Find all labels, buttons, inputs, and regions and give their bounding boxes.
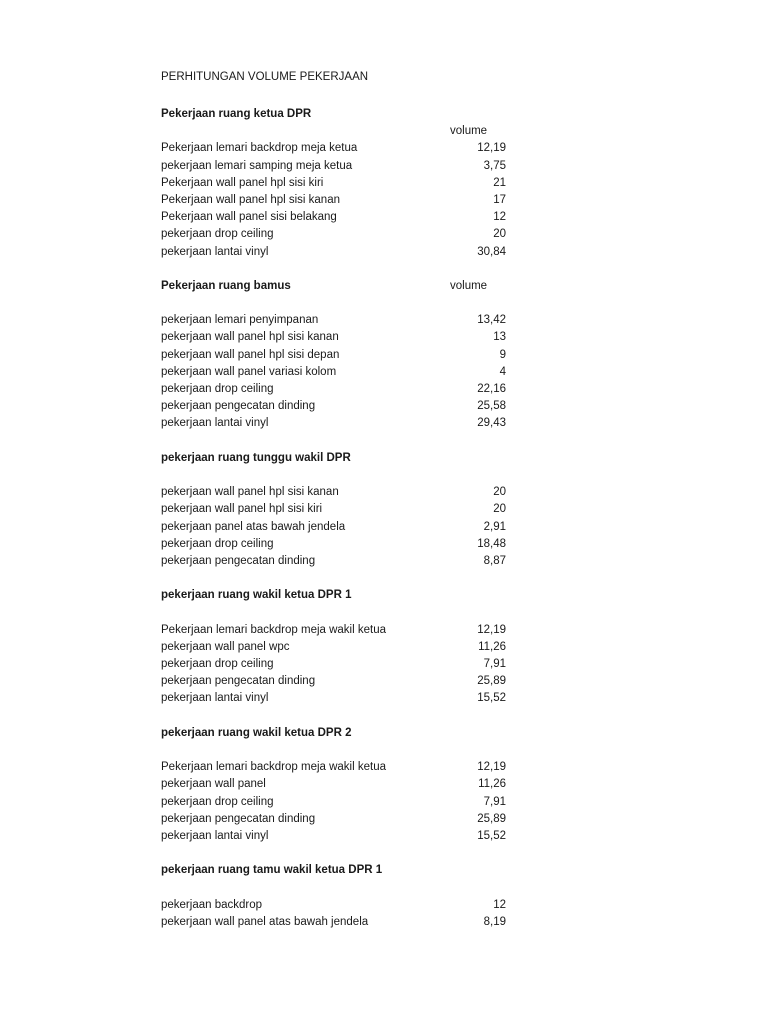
list-item bbox=[161, 175, 506, 192]
item-label: pekerjaan lantai vinyl bbox=[161, 692, 269, 705]
section-heading bbox=[161, 862, 506, 879]
item-label: Pekerjaan lemari backdrop meja wakil ketua bbox=[161, 761, 386, 774]
list-item bbox=[161, 415, 506, 432]
item-volume: 9 bbox=[499, 348, 506, 361]
section-heading bbox=[161, 106, 506, 123]
list-item bbox=[161, 501, 506, 518]
list-item bbox=[161, 244, 506, 261]
section-heading-label: pekerjaan ruang wakil ketua DPR 1 bbox=[161, 589, 352, 602]
item-label: pekerjaan backdrop bbox=[161, 898, 263, 911]
item-label: pekerjaan pengecatan dinding bbox=[161, 400, 316, 413]
list-item bbox=[161, 673, 506, 690]
item-label: Pekerjaan lemari backdrop meja ketua bbox=[161, 142, 358, 155]
section-gap bbox=[161, 708, 506, 725]
item-volume: 12 bbox=[493, 211, 506, 224]
volume-list bbox=[161, 106, 506, 931]
item-label: pekerjaan wall panel atas bawah jendela bbox=[161, 915, 369, 928]
section-heading-label: pekerjaan ruang tunggu wakil DPR bbox=[161, 451, 351, 464]
section-gap bbox=[161, 845, 506, 862]
item-label: pekerjaan wall panel hpl sisi kanan bbox=[161, 486, 339, 499]
item-volume: 20 bbox=[493, 228, 506, 241]
list-item bbox=[161, 828, 506, 845]
item-volume: 13,42 bbox=[477, 314, 506, 327]
item-volume: 21 bbox=[493, 176, 506, 189]
section-heading-label: pekerjaan ruang tamu wakil ketua DPR 1 bbox=[161, 864, 383, 877]
section-gap bbox=[161, 433, 506, 450]
list-item bbox=[161, 158, 506, 175]
item-label: pekerjaan wall panel bbox=[161, 778, 266, 791]
item-label: pekerjaan pengecatan dinding bbox=[161, 554, 316, 567]
item-label: pekerjaan wall panel hpl sisi kiri bbox=[161, 503, 323, 516]
list-item bbox=[161, 347, 506, 364]
item-volume: 12,19 bbox=[477, 761, 506, 774]
blank-row bbox=[161, 467, 506, 484]
list-item bbox=[161, 639, 506, 656]
item-label: Pekerjaan wall panel hpl sisi kiri bbox=[161, 176, 324, 189]
list-item bbox=[161, 914, 506, 931]
item-volume: 2,91 bbox=[483, 520, 506, 533]
column-header-row bbox=[161, 123, 506, 140]
item-volume: 25,89 bbox=[477, 675, 506, 688]
list-item bbox=[161, 226, 506, 243]
list-item bbox=[161, 536, 506, 553]
list-item bbox=[161, 381, 506, 398]
list-item bbox=[161, 759, 506, 776]
section-gap bbox=[161, 570, 506, 587]
list-item bbox=[161, 811, 506, 828]
volume-column-header: volume bbox=[450, 279, 488, 292]
item-volume: 25,89 bbox=[477, 812, 506, 825]
item-label: pekerjaan pengecatan dinding bbox=[161, 812, 316, 825]
list-item bbox=[161, 897, 506, 914]
item-volume: 7,91 bbox=[483, 658, 506, 670]
list-item bbox=[161, 312, 506, 329]
list-item bbox=[161, 622, 506, 639]
item-label: pekerjaan drop ceiling bbox=[161, 537, 274, 550]
item-volume: 11,26 bbox=[478, 778, 506, 791]
item-volume: 8,19 bbox=[483, 915, 506, 928]
section-heading-label: pekerjaan ruang wakil ketua DPR 2 bbox=[161, 726, 352, 739]
item-volume: 20 bbox=[493, 486, 506, 499]
list-item bbox=[161, 209, 506, 226]
list-item bbox=[161, 519, 506, 536]
item-volume: 25,58 bbox=[477, 400, 506, 413]
document-title: PERHITUNGAN VOLUME PEKERJAAN bbox=[161, 71, 369, 83]
item-volume: 30,84 bbox=[477, 245, 506, 258]
list-item bbox=[161, 656, 506, 673]
list-item bbox=[161, 690, 506, 707]
list-item bbox=[161, 484, 506, 501]
list-item bbox=[161, 140, 506, 157]
item-volume: 7,91 bbox=[483, 795, 506, 808]
item-label: pekerjaan drop ceiling bbox=[161, 795, 274, 808]
section-heading-label: Pekerjaan ruang ketua DPR bbox=[161, 108, 312, 120]
section-heading bbox=[161, 587, 506, 604]
list-item bbox=[161, 329, 506, 346]
item-label: pekerjaan lantai vinyl bbox=[161, 417, 269, 430]
list-item bbox=[161, 794, 506, 811]
item-volume: 20 bbox=[493, 503, 506, 516]
list-item bbox=[161, 776, 506, 793]
item-label: pekerjaan lemari penyimpanan bbox=[161, 314, 319, 327]
item-label: pekerjaan lemari samping meja ketua bbox=[161, 159, 353, 172]
item-label: Pekerjaan wall panel sisi belakang bbox=[161, 211, 337, 224]
item-volume: 15,52 bbox=[477, 829, 506, 842]
item-label: pekerjaan lantai vinyl bbox=[161, 829, 269, 842]
item-label: pekerjaan wall panel hpl sisi depan bbox=[161, 348, 340, 361]
item-volume: 3,75 bbox=[483, 159, 506, 172]
section-heading-label: Pekerjaan ruang bamus bbox=[161, 279, 291, 292]
section-heading bbox=[161, 450, 506, 467]
list-item bbox=[161, 192, 506, 209]
list-item bbox=[161, 364, 506, 381]
list-item bbox=[161, 398, 506, 415]
item-label: pekerjaan wall panel hpl sisi kanan bbox=[161, 331, 339, 344]
item-label: pekerjaan drop ceiling bbox=[161, 658, 274, 670]
section-gap bbox=[161, 261, 506, 278]
item-volume: 12,19 bbox=[477, 623, 506, 636]
item-volume: 12 bbox=[493, 898, 506, 911]
volume-column-header: volume bbox=[450, 125, 488, 138]
item-label: pekerjaan pengecatan dinding bbox=[161, 675, 316, 688]
blank-row bbox=[161, 604, 506, 621]
item-label: Pekerjaan lemari backdrop meja wakil ketua bbox=[161, 623, 386, 636]
blank-row bbox=[161, 742, 506, 759]
item-volume: 17 bbox=[493, 193, 506, 206]
item-volume: 18,48 bbox=[477, 537, 506, 550]
item-label: Pekerjaan wall panel hpl sisi kanan bbox=[161, 193, 340, 206]
item-label: pekerjaan wall panel variasi kolom bbox=[161, 365, 337, 378]
item-label: pekerjaan lantai vinyl bbox=[161, 245, 269, 258]
blank-row bbox=[161, 295, 506, 312]
item-volume: 4 bbox=[499, 365, 506, 378]
section-heading bbox=[161, 278, 506, 295]
item-volume: 15,52 bbox=[477, 692, 506, 705]
item-volume: 8,87 bbox=[483, 554, 506, 567]
item-label: pekerjaan wall panel wpc bbox=[161, 640, 290, 653]
item-volume: 22,16 bbox=[477, 383, 506, 395]
item-label: pekerjaan drop ceiling bbox=[161, 383, 274, 395]
list-item bbox=[161, 553, 506, 570]
item-label: pekerjaan panel atas bawah jendela bbox=[161, 520, 346, 533]
item-volume: 11,26 bbox=[478, 640, 506, 653]
section-heading bbox=[161, 725, 506, 742]
item-label: pekerjaan drop ceiling bbox=[161, 228, 274, 241]
item-volume: 12,19 bbox=[477, 142, 506, 155]
blank-row bbox=[161, 879, 506, 896]
item-volume: 13 bbox=[493, 331, 506, 344]
item-volume: 29,43 bbox=[477, 417, 506, 430]
